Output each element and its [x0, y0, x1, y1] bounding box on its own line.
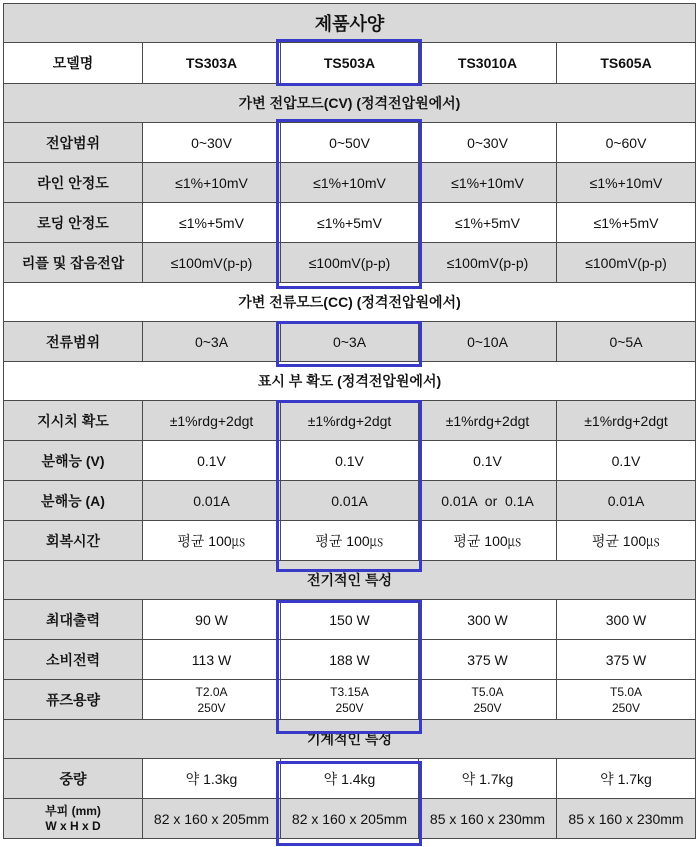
cell-value: 평균 100㎲	[557, 521, 696, 561]
row-label-line: 부피 (mm)	[45, 803, 101, 818]
cell-value: 0~30V	[419, 123, 557, 163]
table-row	[4, 680, 696, 720]
fuse-rating: T2.0A	[195, 684, 228, 699]
fuse-voltage: 250V	[473, 700, 502, 715]
cell-value: 188 W	[281, 640, 419, 680]
title-row	[4, 4, 696, 43]
table-row	[4, 441, 696, 481]
cell-value: 0.1V	[143, 441, 281, 481]
cell-value: 약 1.7kg	[419, 759, 557, 799]
table-row	[4, 203, 696, 243]
table-row	[4, 163, 696, 203]
cell-value: 0.1V	[557, 441, 696, 481]
fuse-cell	[281, 680, 419, 720]
fuse-rating: T3.15A	[330, 684, 369, 699]
cell-value: 150 W	[281, 600, 419, 640]
cell-value: ≤1%+5mV	[557, 203, 696, 243]
row-label: 지시치 확도	[4, 401, 143, 441]
table-row	[4, 759, 696, 799]
cell-value: 0~5A	[557, 322, 696, 362]
section-header	[4, 283, 696, 322]
cell-value: 90 W	[143, 600, 281, 640]
row-label: 로딩 안정도	[4, 203, 143, 243]
cell-value: ≤1%+10mV	[419, 163, 557, 203]
cell-value: 375 W	[419, 640, 557, 680]
cell-value: 300 W	[419, 600, 557, 640]
table-row	[4, 640, 696, 680]
section-header	[4, 362, 696, 401]
cell-value: 약 1.7kg	[557, 759, 696, 799]
cell-value: ±1%rdg+2dgt	[419, 401, 557, 441]
cell-value: 82 x 160 x 205mm	[281, 799, 419, 839]
model-row	[4, 43, 696, 84]
cell-value: 82 x 160 x 205mm	[143, 799, 281, 839]
cell-value: ≤1%+5mV	[281, 203, 419, 243]
fuse-cell	[419, 680, 557, 720]
cell-value: 약 1.3kg	[143, 759, 281, 799]
row-label	[4, 799, 143, 839]
cell-value: ≤1%+10mV	[281, 163, 419, 203]
row-label: 라인 안정도	[4, 163, 143, 203]
cell-value: ±1%rdg+2dgt	[557, 401, 696, 441]
fuse-voltage: 250V	[611, 700, 641, 715]
cell-value: 0.01A	[281, 481, 419, 521]
section-title: 표시 부 확도 (정격전압원에서)	[4, 362, 696, 401]
cell-value: 0~30V	[143, 123, 281, 163]
cell-value: ≤100mV(p-p)	[557, 243, 696, 283]
section-header	[4, 720, 696, 759]
table-row	[4, 243, 696, 283]
cell-value: 0.01A	[557, 481, 696, 521]
row-label: 회복시간	[4, 521, 143, 561]
cell-value: 0.1V	[419, 441, 557, 481]
cell-value: ≤1%+5mV	[419, 203, 557, 243]
row-label: 소비전력	[4, 640, 143, 680]
cell-value: ≤1%+5mV	[143, 203, 281, 243]
section-header	[4, 84, 696, 123]
cell-value: ≤1%+10mV	[557, 163, 696, 203]
row-label: 분해능 (V)	[4, 441, 143, 481]
row-label: 최대출력	[4, 600, 143, 640]
table-row	[4, 401, 696, 441]
cell-value: 평균 100㎲	[143, 521, 281, 561]
cell-value: ≤100mV(p-p)	[143, 243, 281, 283]
cell-value: 0~50V	[281, 123, 419, 163]
cell-value: ±1%rdg+2dgt	[143, 401, 281, 441]
fuse-cell	[557, 680, 696, 720]
spec-table-wrapper	[3, 3, 695, 839]
fuse-voltage: 250V	[335, 700, 364, 715]
table-row	[4, 600, 696, 640]
model-name: TS3010A	[419, 43, 557, 84]
table-row	[4, 521, 696, 561]
row-label: 전압범위	[4, 123, 143, 163]
model-name-selected: TS503A	[281, 43, 419, 84]
cell-value: 0.01A or 0.1A	[419, 481, 557, 521]
cell-value: 평균 100㎲	[281, 521, 419, 561]
cell-value: 0~3A	[143, 322, 281, 362]
model-name: TS605A	[557, 43, 696, 84]
fuse-rating: T5.0A	[610, 684, 643, 699]
table-title: 제품사양	[4, 4, 696, 43]
model-header-label: 모델명	[4, 43, 143, 84]
cell-value: 0.01A	[143, 481, 281, 521]
row-label: 리플 및 잡음전압	[4, 243, 143, 283]
section-header	[4, 561, 696, 600]
cell-value: 0.1V	[281, 441, 419, 481]
section-title: 전기적인 특성	[4, 561, 696, 600]
table-row	[4, 123, 696, 163]
cell-value: 0~3A	[281, 322, 419, 362]
cell-value: 113 W	[143, 640, 281, 680]
row-label: 퓨즈용량	[4, 680, 143, 720]
row-label: 전류범위	[4, 322, 143, 362]
fuse-rating: T5.0A	[471, 684, 504, 699]
fuse-cell	[143, 680, 281, 720]
cell-value: ≤1%+10mV	[143, 163, 281, 203]
spec-table	[3, 3, 696, 839]
cell-value: ±1%rdg+2dgt	[281, 401, 419, 441]
cell-value: 0~60V	[557, 123, 696, 163]
cell-value: ≤100mV(p-p)	[419, 243, 557, 283]
section-title: 기계적인 특성	[4, 720, 696, 759]
cell-value: 85 x 160 x 230mm	[419, 799, 557, 839]
cell-value: 평균 100㎲	[419, 521, 557, 561]
cell-value: ≤100mV(p-p)	[281, 243, 419, 283]
table-row	[4, 481, 696, 521]
cell-value: 85 x 160 x 230mm	[557, 799, 696, 839]
section-title: 가변 전류모드(CC) (정격전압원에서)	[4, 283, 696, 322]
row-label: 분해능 (A)	[4, 481, 143, 521]
fuse-voltage: 250V	[197, 700, 226, 715]
cell-value: 0~10A	[419, 322, 557, 362]
cell-value: 약 1.4kg	[281, 759, 419, 799]
table-row	[4, 799, 696, 839]
table-row	[4, 322, 696, 362]
cell-value: 375 W	[557, 640, 696, 680]
section-title: 가변 전압모드(CV) (정격전압원에서)	[4, 84, 696, 123]
row-label-line: W x H x D	[45, 818, 101, 833]
row-label: 중량	[4, 759, 143, 799]
model-name: TS303A	[143, 43, 281, 84]
cell-value: 300 W	[557, 600, 696, 640]
